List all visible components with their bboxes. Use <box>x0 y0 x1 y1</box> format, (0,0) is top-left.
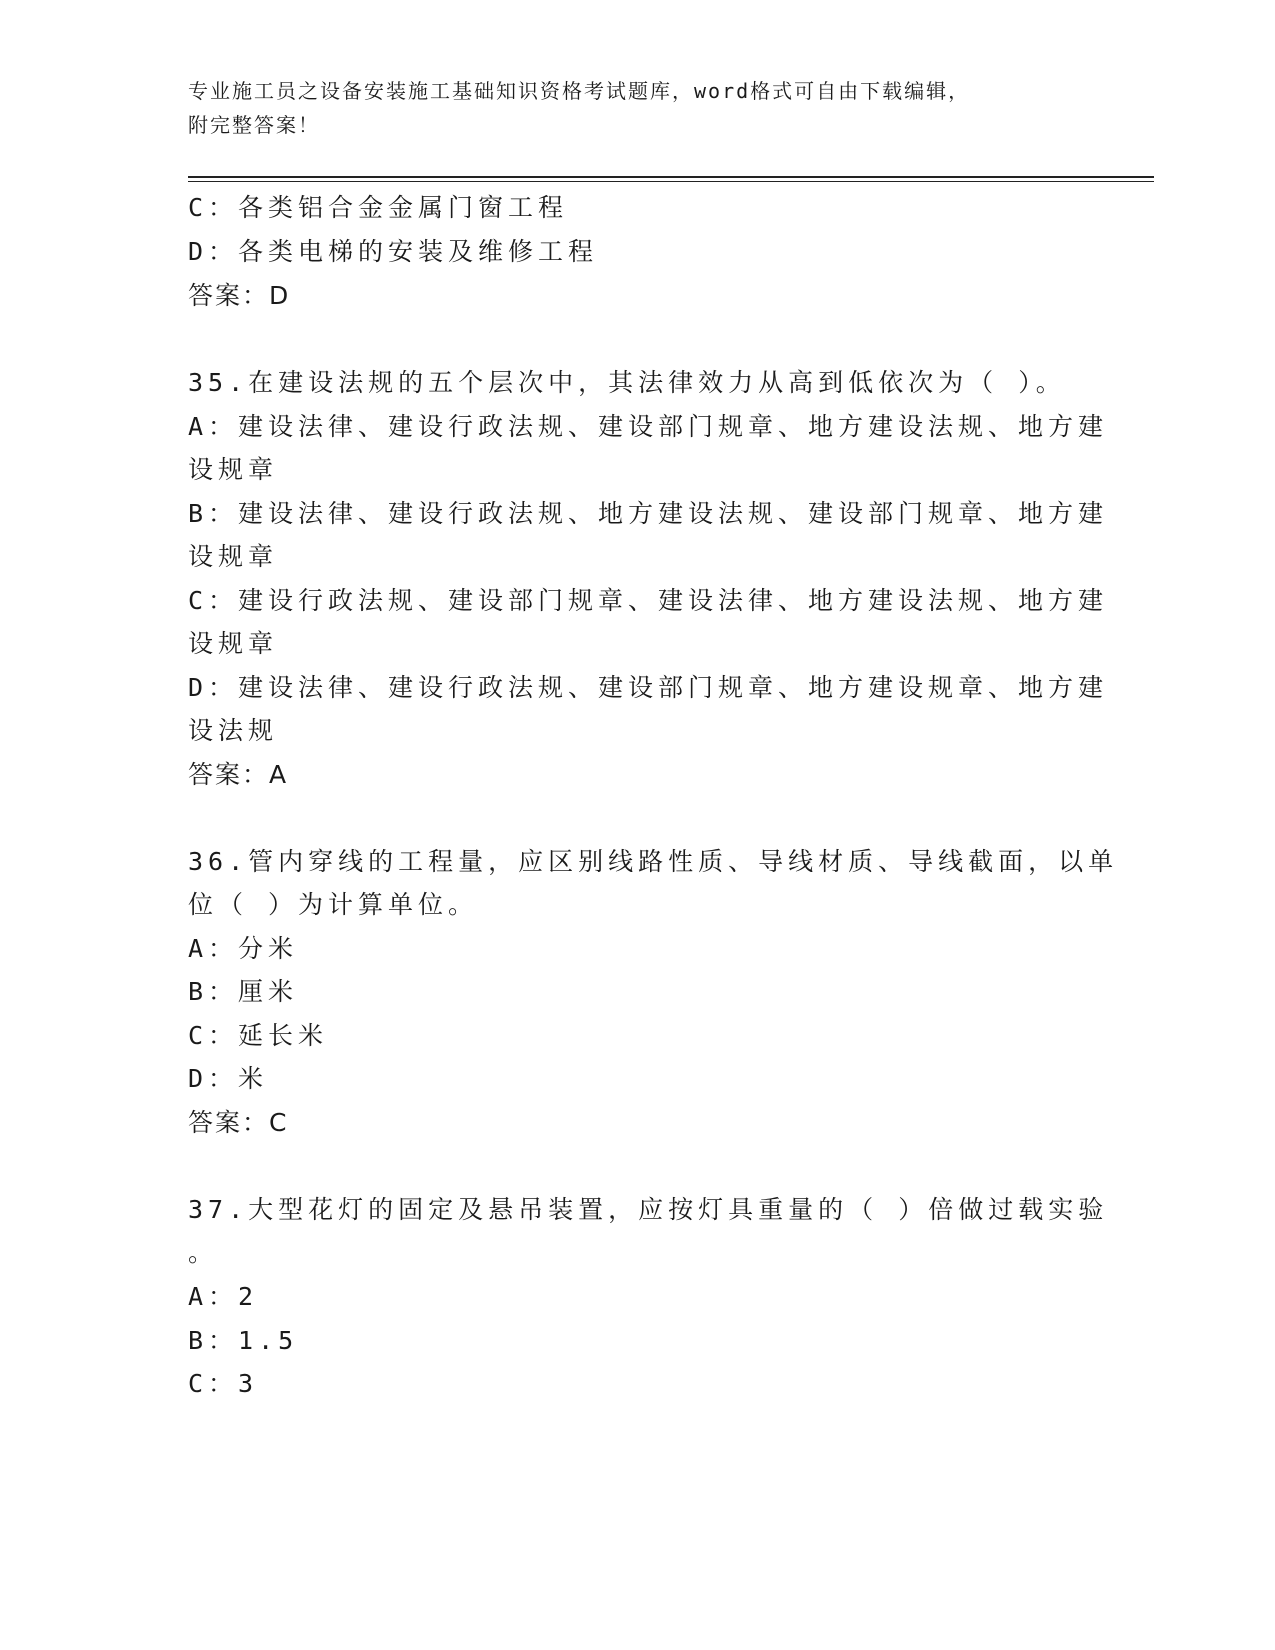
q35-option-b-line-1: B：建设法律、建设行政法规、地方建设法规、建设部门规章、地方建 <box>188 499 1109 528</box>
q36-answer: 答案：C <box>188 1108 289 1137</box>
q35-option-d-line-2: 设法规 <box>188 716 279 745</box>
q37-option-b: B：1.5 <box>188 1326 299 1355</box>
header-title-line-2: 附完整答案！ <box>188 113 320 137</box>
q35-option-d-line-1: D：建设法律、建设行政法规、建设部门规章、地方建设规章、地方建 <box>188 673 1109 702</box>
q35-answer: 答案：A <box>188 760 289 789</box>
q35-option-a-line-1: A：建设法律、建设行政法规、建设部门规章、地方建设法规、地方建 <box>188 412 1109 441</box>
q34-option-c: C：各类铝合金金属门窗工程 <box>188 193 569 222</box>
document-header <box>188 74 1088 142</box>
q35-stem: 35.在建设法规的五个层次中，其法律效力从高到低依次为（ ）。 <box>188 368 1066 397</box>
q37-stem-line-2: 。 <box>188 1238 219 1267</box>
header-title-line-1: 专业施工员之设备安装施工基础知识资格考试题库，word格式可自由下载编辑， <box>188 79 971 103</box>
q34-answer: 答案：D <box>188 281 291 310</box>
q36-option-d: D：米 <box>188 1064 269 1093</box>
q37-option-a: A：2 <box>188 1282 259 1311</box>
q35-option-b-line-2: 设规章 <box>188 542 279 571</box>
q37-option-c: C：3 <box>188 1369 259 1398</box>
q37-stem-line-1: 37.大型花灯的固定及悬吊装置，应按灯具重量的（ ）倍做过载实验 <box>188 1195 1109 1224</box>
q36-option-b: B：厘米 <box>188 977 299 1006</box>
q34-option-d: D：各类电梯的安装及维修工程 <box>188 237 599 266</box>
q36-option-a: A：分米 <box>188 934 299 963</box>
q36-stem-line-1: 36.管内穿线的工程量，应区别线路性质、导线材质、导线截面，以单 <box>188 847 1119 876</box>
header-divider-thin <box>188 181 1154 182</box>
q35-option-c-line-2: 设规章 <box>188 629 279 658</box>
q35-option-c-line-1: C：建设行政法规、建设部门规章、建设法律、地方建设法规、地方建 <box>188 586 1109 615</box>
q35-option-a-line-2: 设规章 <box>188 455 279 484</box>
q36-option-c: C：延长米 <box>188 1021 329 1050</box>
q36-stem-line-2: 位（ ）为计算单位。 <box>188 890 479 919</box>
header-divider-thick <box>188 176 1154 178</box>
